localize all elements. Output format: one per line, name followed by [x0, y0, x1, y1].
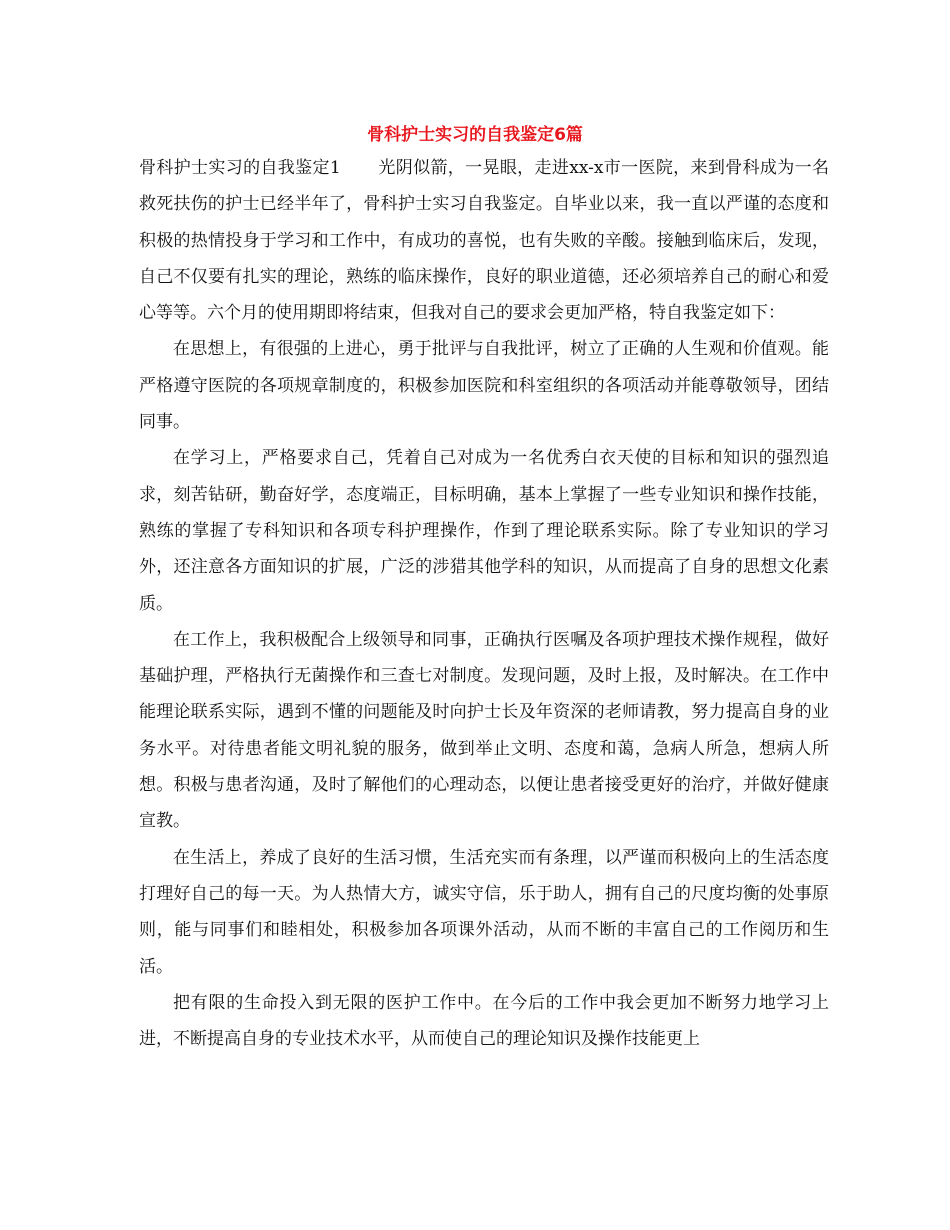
document-body: [139, 150, 829, 1057]
paragraph-future: 把有限的生命投入到无限的医护工作中。在今后的工作中我会更加不断努力地学习上进，不断提高自身的专业技术水平，从而使自己的理论知识及操作技能更上: [139, 992, 829, 1050]
section-heading: 骨科护士实习的自我鉴定1: [139, 158, 341, 178]
paragraph-thought: 在思想上，有很强的上进心，勇于批评与自我批评，树立了正确的人生观和价值观。能严格遵守医院的各项规章制度的，积极参加医院和科室组织的各项活动并能尊敬领导，团结同事。: [139, 339, 829, 433]
paragraph-intro-text: 光阴似箭，一晃眼，走进xx-x市一医院，来到骨科成为一名救死扶伤的护士已经半年了，骨科护士实习自我鉴定。自毕业以来，我一直以严谨的态度和积极的热情投身于学习和工作中，有成功的喜悦，也有失败的辛酸。接触到临床后，发现，自己不仅要有扎实的理论，熟练的临床操作，良好的职业道德，还必须培养自己的耐心和爱心等等。六个月的使用期即将结束，但我对自己的要求会更加严格，特自我鉴定如下：: [139, 158, 829, 324]
paragraph-intro: [139, 150, 829, 331]
paragraph-study: 在学习上，严格要求自己，凭着自己对成为一名优秀白衣天使的目标和知识的强烈追求，刻苦钻研，勤奋好学，态度端正，目标明确，基本上掌握了一些专业知识和操作技能，熟练的掌握了专科知识和各项专科护理操作，作到了理论联系实际。除了专业知识的学习外，还注意各方面知识的扩展，广泛的涉猎其他学科的知识，从而提高了自身的思想文化素质。: [139, 448, 829, 614]
paragraph-life: 在生活上，养成了良好的生活习惯，生活充实而有条理，以严谨而积极向上的生活态度打理好自己的每一天。为人热情大方，诚实守信，乐于助人，拥有自己的尺度均衡的处事原则，能与同事们和睦相处，积极参加各项课外活动，从而不断的丰富自己的工作阅历和生活。: [139, 847, 829, 977]
document-title: 骨科护士实习的自我鉴定6篇: [367, 125, 583, 145]
paragraph-work: 在工作上，我积极配合上级领导和同事，正确执行医嘱及各项护理技术操作规程，做好基础护理，严格执行无菌操作和三查七对制度。发现问题，及时上报，及时解决。在工作中能理论联系实际，遇到不懂的问题能及时向护士长及年资深的老师请教，努力提高自身的业务水平。对待患者能文明礼貌的服务，做到举止文明、态度和蔼，急病人所急，想病人所想。积极与患者沟通，及时了解他们的心理动态，以便让患者接受更好的治疗，并做好健康宣教。: [139, 629, 829, 832]
